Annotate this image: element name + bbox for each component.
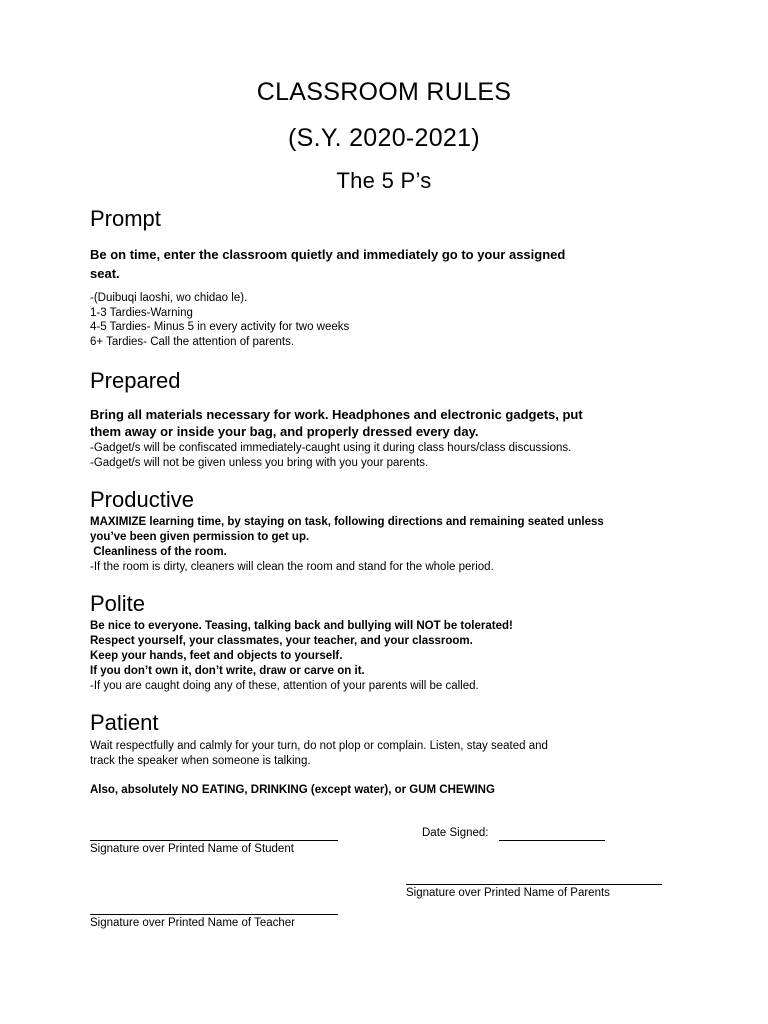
parents-signature-line: [406, 884, 662, 885]
section-heading-patient: Patient: [90, 710, 159, 735]
parents-signature-label: Signature over Printed Name of Parents: [406, 887, 610, 899]
prepared-lead-line-1: Bring all materials necessary for work. Headphones and electronic gadgets, put: [90, 407, 583, 422]
teacher-signature-label: Signature over Printed Name of Teacher: [90, 917, 295, 929]
polite-bold-line: If you don’t own it, don’t write, draw or carve on it.: [90, 665, 365, 677]
polite-bold-line: Be nice to everyone. Teasing, talking back and bullying will NOT be tolerated!: [90, 620, 513, 632]
productive-bold-line: MAXIMIZE learning time, by staying on task, following directions and remaining seated unless: [90, 516, 604, 528]
productive-bold-line: you’ve been given permission to get up.: [90, 531, 310, 543]
prepared-line: -Gadget/s will not be given unless you bring with you your parents.: [90, 457, 429, 469]
document-title: CLASSROOM RULES: [256, 78, 512, 106]
prompt-line: -(Duibuqi laoshi, wo chidao le).: [90, 292, 248, 304]
prompt-lead-line-1: Be on time, enter the classroom quietly and immediately go to your assigned: [90, 247, 566, 262]
teacher-signature-line: [90, 914, 338, 915]
prepared-line: -Gadget/s will be confiscated immediately-caught using it during class hours/class discussions.: [90, 442, 572, 454]
document-subtitle: The 5 P’s: [336, 168, 432, 193]
patient-line: Wait respectfully and calmly for your turn, do not plop or complain. Listen, stay seated and: [90, 740, 548, 752]
polite-bold-line: Respect yourself, your classmates, your teacher, and your classroom.: [90, 635, 473, 647]
prompt-lead-line-2: seat.: [90, 266, 120, 281]
date-signed-label: Date Signed:: [422, 827, 489, 839]
patient-also-line: Also, absolutely NO EATING, DRINKING (except water), or GUM CHEWING: [90, 784, 495, 796]
productive-line: -If the room is dirty, cleaners will clean the room and stand for the whole period.: [90, 561, 494, 573]
prompt-line: 4-5 Tardies- Minus 5 in every activity for two weeks: [90, 321, 350, 333]
student-signature-line: [90, 840, 338, 841]
polite-line: -If you are caught doing any of these, attention of your parents will be called.: [90, 680, 479, 692]
prompt-line: 6+ Tardies- Call the attention of parents.: [90, 336, 295, 348]
section-heading-prompt: Prompt: [90, 206, 161, 231]
school-year: (S.Y. 2020-2021): [288, 124, 480, 152]
date-signed-line: [499, 840, 605, 841]
prompt-line: 1-3 Tardies-Warning: [90, 307, 193, 319]
section-heading-polite: Polite: [90, 591, 146, 616]
section-heading-prepared: Prepared: [90, 368, 181, 393]
section-heading-productive: Productive: [90, 487, 194, 512]
prepared-lead-line-2: them away or inside your bag, and properly dressed every day.: [90, 424, 479, 439]
student-signature-label: Signature over Printed Name of Student: [90, 843, 294, 855]
patient-line: track the speaker when someone is talking.: [90, 755, 311, 767]
polite-bold-line: Keep your hands, feet and objects to yourself.: [90, 650, 343, 662]
productive-bold-line: Cleanliness of the room.: [90, 546, 227, 558]
